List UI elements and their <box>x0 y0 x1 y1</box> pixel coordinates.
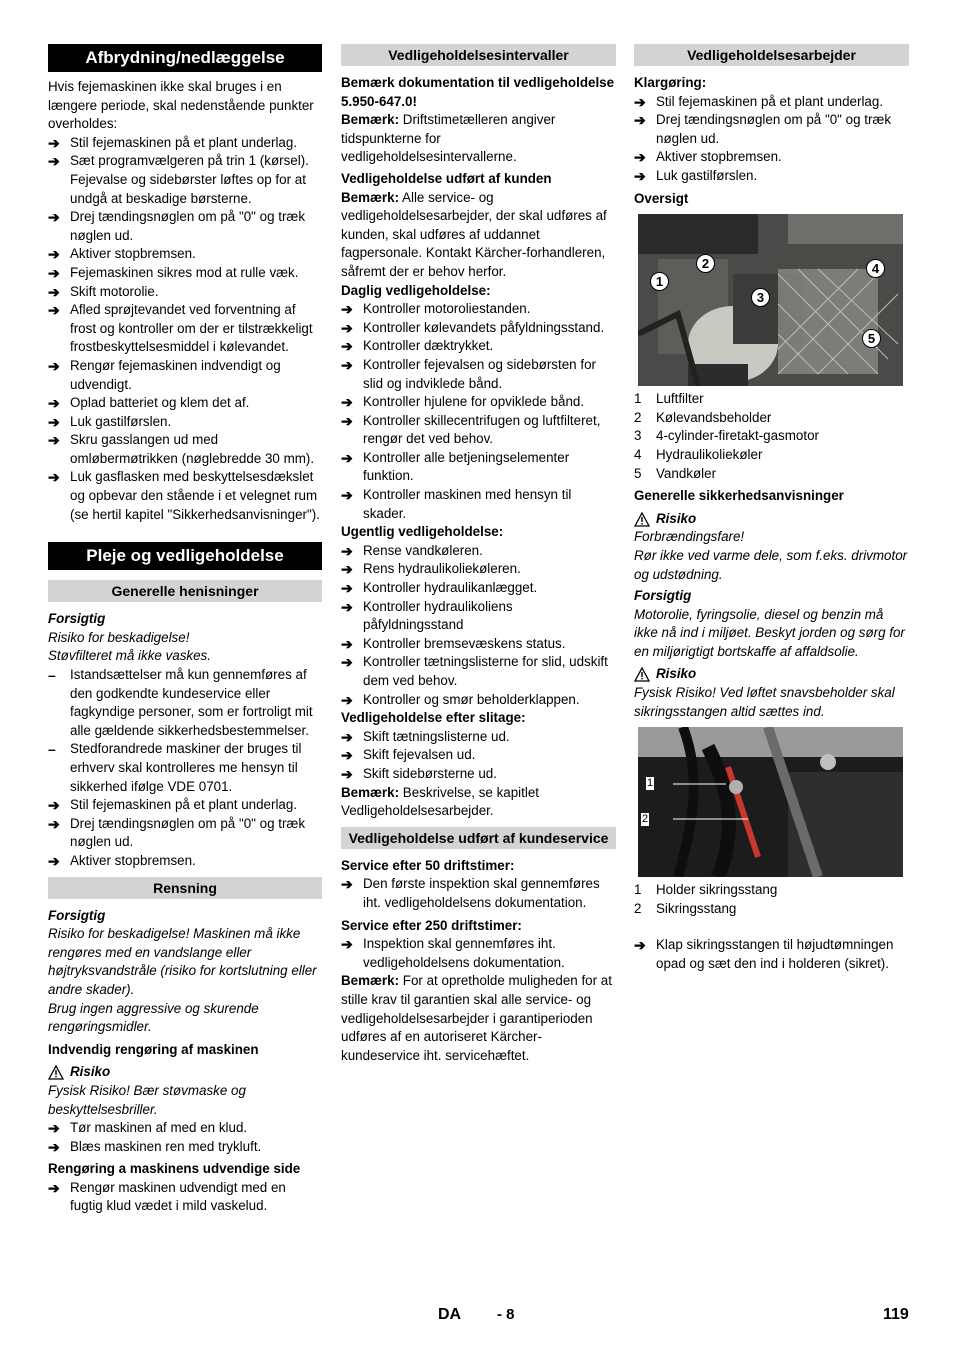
list-item <box>341 598 616 635</box>
list-item-text: Rengør maskinen udvendigt med en fugtig klud vædet i mild vaskelud. <box>70 1179 286 1214</box>
legend-item <box>634 881 909 900</box>
arrow-bullet-icon: ➔ <box>341 635 353 652</box>
list-item-text: Stil fejemaskinen på et plant underlag. <box>70 134 298 150</box>
caution-text: Motorolie, fyringsolie, diesel og benzin må ikke nå ind i miljøet. Beskyt jorden og sørg for en miljørigtigt bortskaffe af affaldsolie. <box>634 606 905 659</box>
list-item <box>48 264 322 283</box>
engine-overview-photo <box>638 214 903 386</box>
list-item-text: Stil fejemaskinen på et plant underlag. <box>656 93 884 109</box>
list-item <box>341 935 616 972</box>
arrow-bullet-icon: ➔ <box>634 149 646 166</box>
list-item-text: Aktiver stopbremsen. <box>70 852 196 868</box>
risk-text: Fysisk Risiko! Ved løftet snavsbeholder skal sikringsstangen altid sættes ind. <box>634 685 895 719</box>
risk-label <box>634 510 909 529</box>
caution-label: Forsigtig <box>48 611 106 627</box>
list-item-text: Kontroller kølevandets påfyldningsstand. <box>363 319 605 335</box>
subsection-intervals: Vedligeholdelsesintervaller <box>341 44 616 66</box>
overview-heading: Oversigt <box>634 190 689 206</box>
service-250-steps <box>341 935 616 972</box>
arrow-bullet-icon: ➔ <box>48 1179 60 1196</box>
risk-label-text: Risiko <box>656 666 697 682</box>
list-item <box>341 728 616 747</box>
list-item <box>634 167 909 186</box>
list-item-text: Den første inspektion skal gennemføres iht. vedligeholdelsens dokumentation. <box>363 876 600 910</box>
arrow-bullet-icon: ➔ <box>48 432 60 449</box>
list-item-text: Aktiver stopbremsen. <box>656 149 782 165</box>
list-item-text: Afled sprøjtevandet ved forventning af frost og kontroller om der er tilstrækkeligt frostbeskyttelsesmiddel i kølevandet. <box>70 302 313 355</box>
warning-triangle-icon <box>634 667 650 682</box>
list-item-text: Skift sidebørsterne ud. <box>363 765 497 781</box>
final-steps <box>634 936 909 973</box>
arrow-bullet-icon: ➔ <box>341 542 353 559</box>
footer-page-number: 119 <box>883 1306 909 1323</box>
general-dash-list <box>48 666 322 796</box>
list-item <box>341 746 616 765</box>
legend-number: 2 <box>634 900 642 916</box>
callout-1: 1 <box>647 777 654 790</box>
list-item <box>341 319 616 338</box>
service-50-heading: Service efter 50 driftstimer: <box>341 857 515 873</box>
list-item <box>341 765 616 784</box>
warning-triangle-icon <box>634 512 650 527</box>
arrow-bullet-icon: ➔ <box>341 654 353 671</box>
list-item <box>341 356 616 393</box>
arrow-bullet-icon: ➔ <box>634 93 646 110</box>
arrow-bullet-icon: ➔ <box>48 264 60 281</box>
safety-rod-photo-drawing <box>638 727 903 877</box>
legend-text: 4-cylinder-firetakt-gasmotor <box>656 428 819 444</box>
arrow-bullet-icon: ➔ <box>341 876 353 893</box>
list-item <box>48 1179 322 1216</box>
list-item-text: Kontroller alle betjeningselementer funktion. <box>363 449 570 484</box>
legend-number: 4 <box>634 446 642 462</box>
list-item <box>341 875 616 912</box>
list-item <box>48 431 322 468</box>
legend-item <box>634 427 909 446</box>
callout-4: 4 <box>866 259 885 278</box>
list-item-text: Stedforandrede maskiner der bruges til erhverv skal kontrolleres me hensyn til sikkerhed ifølge VDE 0701. <box>70 741 302 794</box>
legend-text: Vandkøler <box>656 465 717 481</box>
warning-triangle-icon <box>48 1065 64 1080</box>
customer-heading: Vedligeholdelse udført af kunden <box>341 170 552 186</box>
safety-rod-photo <box>638 727 903 877</box>
daily-steps <box>341 300 616 523</box>
list-item-text: Aktiver stopbremsen. <box>70 246 196 262</box>
note-label: Bemærk: <box>341 973 400 989</box>
outside-steps <box>48 1179 322 1216</box>
arrow-bullet-icon: ➔ <box>48 815 60 832</box>
list-item-text: Istandsættelser må kun gennemføres af den godkendte kundeservice eller fagkyndige personer, som er fortroligt mit alle gældende sikkerhedsbestemmelser. <box>70 667 313 738</box>
arrow-bullet-icon: ➔ <box>634 937 646 954</box>
list-item <box>634 111 909 148</box>
list-item <box>341 300 616 319</box>
arrow-bullet-icon: ➔ <box>341 598 353 615</box>
arrow-bullet-icon: ➔ <box>48 395 60 412</box>
risk-text: Forbrændingsfare! Rør ikke ved varme dele, som f.eks. drivmotor og udstødning. <box>634 529 908 582</box>
callout-2: 2 <box>642 813 649 826</box>
legend-safety-rod <box>634 881 909 918</box>
arrow-bullet-icon: ➔ <box>341 765 353 782</box>
list-item <box>48 208 322 245</box>
list-item <box>48 1138 322 1157</box>
arrow-bullet-icon: ➔ <box>341 561 353 578</box>
list-item-text: Kontroller tætningslisterne for slid, udskift dem ved behov. <box>363 654 608 688</box>
list-item-text: Drej tændingsnøglen om på "0" og træk nøglen ud. <box>70 209 306 243</box>
list-item-text: Sæt programvælgeren på trin 1 (kørsel). Fejevalse og sidebørster løftes op for at undgå at beskadige børsterne. <box>70 153 309 206</box>
list-item <box>48 134 322 153</box>
arrow-bullet-icon: ➔ <box>48 413 60 430</box>
list-item <box>341 542 616 561</box>
service-250-heading: Service efter 250 driftstimer: <box>341 917 522 933</box>
list-item-text: Stil fejemaskinen på et plant underlag. <box>70 797 298 813</box>
note-2 <box>341 189 616 282</box>
note-4-text: For at opretholde muligheden for at stille krav til garantien skal alle service- og vedligeholdelsesarbejder i garantiperioden udføres af en autoriseret Kärcher-kundeservice iht. servicehæftet. <box>341 973 612 1063</box>
list-item <box>48 301 322 357</box>
arrow-bullet-icon: ➔ <box>634 112 646 129</box>
list-item <box>341 449 616 486</box>
list-item <box>341 635 616 654</box>
list-item <box>48 394 322 413</box>
inside-steps <box>48 1119 322 1156</box>
note-label: Bemærk: <box>341 112 400 128</box>
outside-cleaning-heading: Rengøring a maskinens udvendige side <box>48 1161 301 1177</box>
arrow-bullet-icon: ➔ <box>48 153 60 170</box>
list-item <box>48 815 322 852</box>
legend-text: Holder sikringsstang <box>656 882 778 898</box>
legend-item <box>634 390 909 409</box>
arrow-bullet-icon: ➔ <box>48 469 60 486</box>
list-item <box>48 413 322 432</box>
risk-label-text: Risiko <box>656 510 697 526</box>
list-item-text: Rense vandkøleren. <box>363 542 483 558</box>
list-item <box>341 393 616 412</box>
legend-item <box>634 446 909 465</box>
arrow-bullet-icon: ➔ <box>341 728 353 745</box>
inside-cleaning-heading: Indvendig rengøring af maskinen <box>48 1041 259 1057</box>
list-item-text: Kontroller motoroliestanden. <box>363 301 531 317</box>
shutdown-intro: Hvis fejemaskinen ikke skal bruges i en længere periode, skal nedenstående punkter overholdes: <box>48 79 314 132</box>
list-item-text: Kontroller fejevalsen og sidebørsten for slid og indviklede bånd. <box>363 356 596 391</box>
list-item <box>341 653 616 690</box>
list-item <box>341 579 616 598</box>
arrow-bullet-icon: ➔ <box>341 580 353 597</box>
dash-bullet-icon: – <box>48 667 56 684</box>
note-label: Bemærk: <box>341 784 400 800</box>
arrow-bullet-icon: ➔ <box>48 246 60 263</box>
list-item-text: Skru gasslangen ud med omløbermøtrikken (nøglebredde 30 mm). <box>70 432 315 466</box>
list-item <box>634 936 909 973</box>
callout-1: 1 <box>650 272 669 291</box>
subsection-service: Vedligeholdelse udført af kundeservice <box>341 827 616 849</box>
arrow-bullet-icon: ➔ <box>341 691 353 708</box>
list-item-text: Skift tætningslisterne ud. <box>363 728 510 744</box>
subsection-general: Generelle henisninger <box>48 580 322 602</box>
list-item-text: Rens hydraulikoliekøleren. <box>363 561 521 577</box>
list-item-text: Luk gasflasken med beskyttelsesdækslet og opbevar den stående i et velegnet rum (se hertil kapitel "Sikkerhedsanvisninger"). <box>70 469 320 522</box>
daily-heading: Daglig vedligeholdelse: <box>341 282 491 298</box>
risk-label <box>48 1063 322 1082</box>
arrow-bullet-icon: ➔ <box>341 319 353 336</box>
callout-2: 2 <box>696 254 715 273</box>
arrow-bullet-icon: ➔ <box>48 283 60 300</box>
subsection-cleaning: Rensning <box>48 877 322 899</box>
risk-label-text: Risiko <box>70 1064 111 1080</box>
legend-number: 5 <box>634 465 642 481</box>
list-item-text: Drej tændingsnøglen om på "0" og træk nøglen ud. <box>656 112 892 146</box>
legend-item <box>634 900 909 919</box>
list-item-text: Fejemaskinen sikres mod at rulle væk. <box>70 264 299 280</box>
arrow-bullet-icon: ➔ <box>341 412 353 429</box>
arrow-bullet-icon: ➔ <box>48 797 60 814</box>
arrow-bullet-icon: ➔ <box>48 357 60 374</box>
list-item-text: Inspektion skal gennemføres iht. vedligeholdelsens dokumentation. <box>363 936 565 970</box>
weekly-steps <box>341 542 616 709</box>
legend-text: Sikringsstang <box>656 900 737 916</box>
note-1 <box>341 111 616 167</box>
list-item <box>634 148 909 167</box>
note-3-text: Beskrivelse, se kapitlet Vedligeholdelsesarbejder. <box>341 784 539 819</box>
legend-number: 2 <box>634 409 642 425</box>
arrow-bullet-icon: ➔ <box>341 747 353 764</box>
legend-number: 1 <box>634 882 642 898</box>
legend-number: 1 <box>634 391 642 407</box>
list-item <box>341 560 616 579</box>
list-item <box>341 412 616 449</box>
arrow-bullet-icon: ➔ <box>48 209 60 226</box>
list-item-text: Luk gastilførslen. <box>70 413 172 429</box>
arrow-bullet-icon: ➔ <box>341 356 353 373</box>
list-item <box>48 666 322 740</box>
list-item-text: Kontroller hydraulikoliens påfyldningsstand <box>363 598 513 633</box>
list-item-text: Kontroller hjulene for opviklede bånd. <box>363 394 585 410</box>
general-steps <box>48 796 322 870</box>
legend-text: Kølevandsbeholder <box>656 409 772 425</box>
callout-3: 3 <box>751 288 770 307</box>
legend-item <box>634 409 909 428</box>
list-item-text: Kontroller hydraulikanlægget. <box>363 580 538 596</box>
service-50-steps <box>341 875 616 912</box>
column-right <box>634 44 909 974</box>
note-2-text: Alle service- og vedligeholdelsesarbejder, der skal udføres af kunden, skal udføres af uddannet fagpersonale. Kontakt Kärcher-forhandleren, såfremt der er behov herfor. <box>341 189 607 279</box>
list-item <box>48 245 322 264</box>
list-item <box>48 468 322 524</box>
column-left <box>48 44 322 1216</box>
callout-5: 5 <box>862 329 881 348</box>
list-item-text: Kontroller og smør beholderklappen. <box>363 691 580 707</box>
list-item-text: Luk gastilførslen. <box>656 167 758 183</box>
list-item <box>48 740 322 796</box>
list-item <box>341 691 616 710</box>
column-middle <box>341 44 616 1065</box>
note-label: Bemærk: <box>341 189 400 205</box>
list-item-text: Tør maskinen af med en klud. <box>70 1120 248 1136</box>
arrow-bullet-icon: ➔ <box>341 936 353 953</box>
list-item <box>48 283 322 302</box>
list-item-text: Skift fejevalsen ud. <box>363 747 476 763</box>
arrow-bullet-icon: ➔ <box>48 1138 60 1155</box>
arrow-bullet-icon: ➔ <box>341 301 353 318</box>
shutdown-steps <box>48 134 322 524</box>
list-item <box>48 852 322 871</box>
list-item-text: Kontroller bremsevæskens status. <box>363 635 566 651</box>
footer-subpage: - 8 <box>497 1306 515 1323</box>
list-item-text: Blæs maskinen ren med trykluft. <box>70 1138 262 1154</box>
list-item-text: Oplad batteriet og klem det af. <box>70 395 250 411</box>
list-item <box>48 796 322 815</box>
list-item <box>48 1119 322 1138</box>
list-item <box>634 93 909 112</box>
caution-text: Risiko for beskadigelse! Støvfilteret må ikke vaskes. <box>48 629 211 664</box>
list-item-text: Rengør fejemaskinen indvendigt og udvendigt. <box>70 357 281 392</box>
list-item-text: Klap sikringsstangen til højudtømningen opad og sæt den ind i holderen (sikret). <box>656 937 894 972</box>
wear-steps <box>341 728 616 784</box>
list-item <box>48 152 322 208</box>
wear-heading: Vedligeholdelse efter slitage: <box>341 710 526 726</box>
legend-text: Luftfilter <box>656 391 704 407</box>
weekly-heading: Ugentlig vedligeholdelse: <box>341 524 504 540</box>
arrow-bullet-icon: ➔ <box>341 449 353 466</box>
arrow-bullet-icon: ➔ <box>48 1120 60 1137</box>
list-item <box>341 337 616 356</box>
legend-number: 3 <box>634 428 642 444</box>
prep-heading: Klargøring: <box>634 75 707 90</box>
caution-label: Forsigtig <box>634 588 692 604</box>
note-3 <box>341 784 616 821</box>
legend-overview <box>634 390 909 483</box>
caution-text: Risiko for beskadigelse! Maskinen må ikke rengøres med en vandslange eller højtryksvandstråle (risiko for kortslutning eller andre skader). Brug ingen aggressive og skurende rengøringsmidler. <box>48 926 317 1035</box>
arrow-bullet-icon: ➔ <box>48 302 60 319</box>
arrow-bullet-icon: ➔ <box>341 487 353 504</box>
list-item-text: Drej tændingsnøglen om på "0" og træk nøglen ud. <box>70 815 306 850</box>
prep-steps <box>634 93 909 186</box>
caution-label: Forsigtig <box>48 907 106 923</box>
engine-photo-drawing <box>638 214 903 386</box>
note-4 <box>341 972 616 1065</box>
list-item-text: Kontroller dæktrykket. <box>363 338 494 354</box>
list-item-text: Skift motorolie. <box>70 283 159 299</box>
risk-label <box>634 665 909 684</box>
note-documentation: Bemærk dokumentation til vedligeholdelse 5.950-647.0! <box>341 75 615 109</box>
risk-text: Fysisk Risiko! Bær støvmaske og beskyttelsesbriller. <box>48 1082 246 1117</box>
list-item <box>341 486 616 523</box>
footer-language: DA <box>438 1306 462 1323</box>
section-heading-care: Pleje og vedligeholdelse <box>48 542 322 570</box>
arrow-bullet-icon: ➔ <box>341 338 353 355</box>
safety-heading: Generelle sikkerhedsanvisninger <box>634 488 844 504</box>
arrow-bullet-icon: ➔ <box>634 167 646 184</box>
note-1-text: Driftstimetælleren angiver tidspunkterne for vedligeholdelsesintervallerne. <box>341 112 556 165</box>
dash-bullet-icon: – <box>48 741 56 758</box>
legend-item <box>634 465 909 484</box>
legend-text: Hydraulikoliekøler <box>656 446 763 462</box>
arrow-bullet-icon: ➔ <box>341 394 353 411</box>
list-item <box>48 357 322 394</box>
subsection-work: Vedligeholdelsesarbejder <box>634 44 909 66</box>
list-item-text: Kontroller skillecentrifugen og luftfilteret, rengør det ved behov. <box>363 412 601 447</box>
section-heading-shutdown: Afbrydning/nedlæggelse <box>48 44 322 72</box>
list-item-text: Kontroller maskinen med hensyn til skader. <box>363 487 572 521</box>
arrow-bullet-icon: ➔ <box>48 134 60 151</box>
arrow-bullet-icon: ➔ <box>48 852 60 869</box>
